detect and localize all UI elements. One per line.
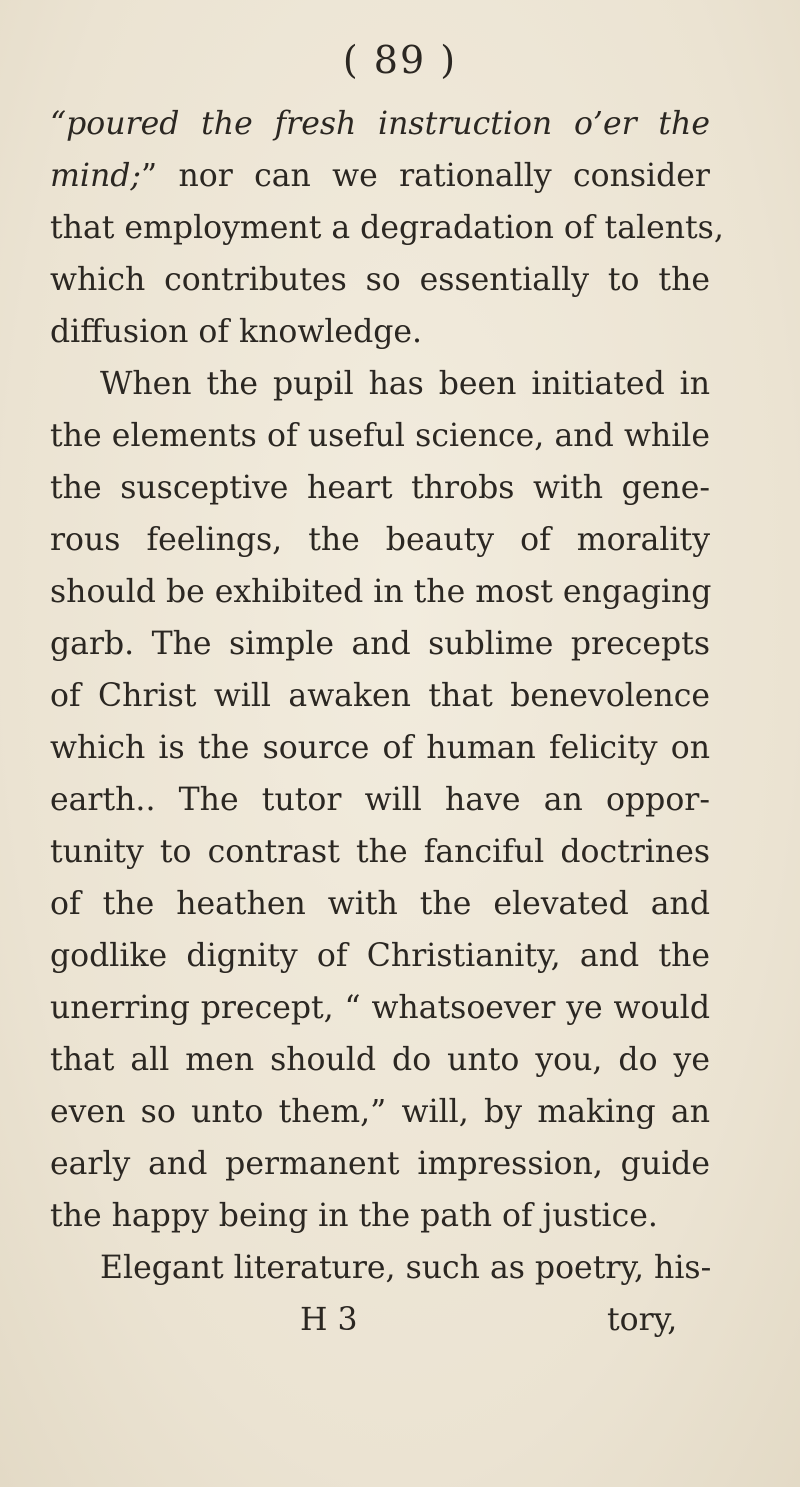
text-line-1 (50, 98, 710, 150)
text-line-14: earth.. The tutor will have an oppor- (50, 782, 710, 818)
italic-quote: “poured the fresh instruction o’er the (50, 106, 710, 142)
signature-mark: H 3 (300, 1302, 358, 1338)
text-line-22: the happy being in the path of justice. (50, 1198, 658, 1234)
text-line-19: that all men should do unto you, do ye (50, 1042, 710, 1078)
text-line-5: diffusion of knowledge. (50, 314, 423, 350)
text-line-4: which contributes so essentially to the (50, 262, 710, 298)
page-number: ( 89 ) (342, 38, 458, 82)
text-line-12: of Christ will awaken that benevolence (50, 678, 710, 714)
text-line-2-content: mind;” nor can we rationally consider (50, 158, 710, 194)
paragraph-start-line: When the pupil has been initiated in (100, 366, 710, 402)
catchword: tory, (607, 1302, 678, 1338)
text-line-17: godlike dignity of Christianity, and the (50, 938, 710, 974)
text-line-16: of the heathen with the elevated and (50, 886, 710, 922)
paragraph-start-line-2: Elegant literature, such as poetry, his- (100, 1250, 712, 1286)
text-line-10: should be exhibited in the most engaging (50, 574, 712, 610)
text-line-18: unerring precept, “ whatsoever ye would (50, 990, 710, 1026)
text-line-8: the susceptive heart throbs with gene- (50, 470, 710, 506)
text-line-9: rous feelings, the beauty of morality (50, 522, 710, 558)
text-line-13: which is the source of human felicity on (50, 730, 710, 766)
text-line-15: tunity to contrast the fanciful doctrines (50, 834, 710, 870)
text-line-20: even so unto them,” will, by making an (50, 1094, 710, 1130)
text-line-11: garb. The simple and sublime precepts (50, 626, 710, 662)
text-line-7: the elements of useful science, and while (50, 418, 710, 454)
text-line-3: that employment a degradation of talents, (50, 210, 724, 246)
text-line-2 (50, 150, 710, 202)
text-line-21: early and permanent impression, guide (50, 1146, 710, 1182)
italic-word: mind; (50, 158, 142, 194)
